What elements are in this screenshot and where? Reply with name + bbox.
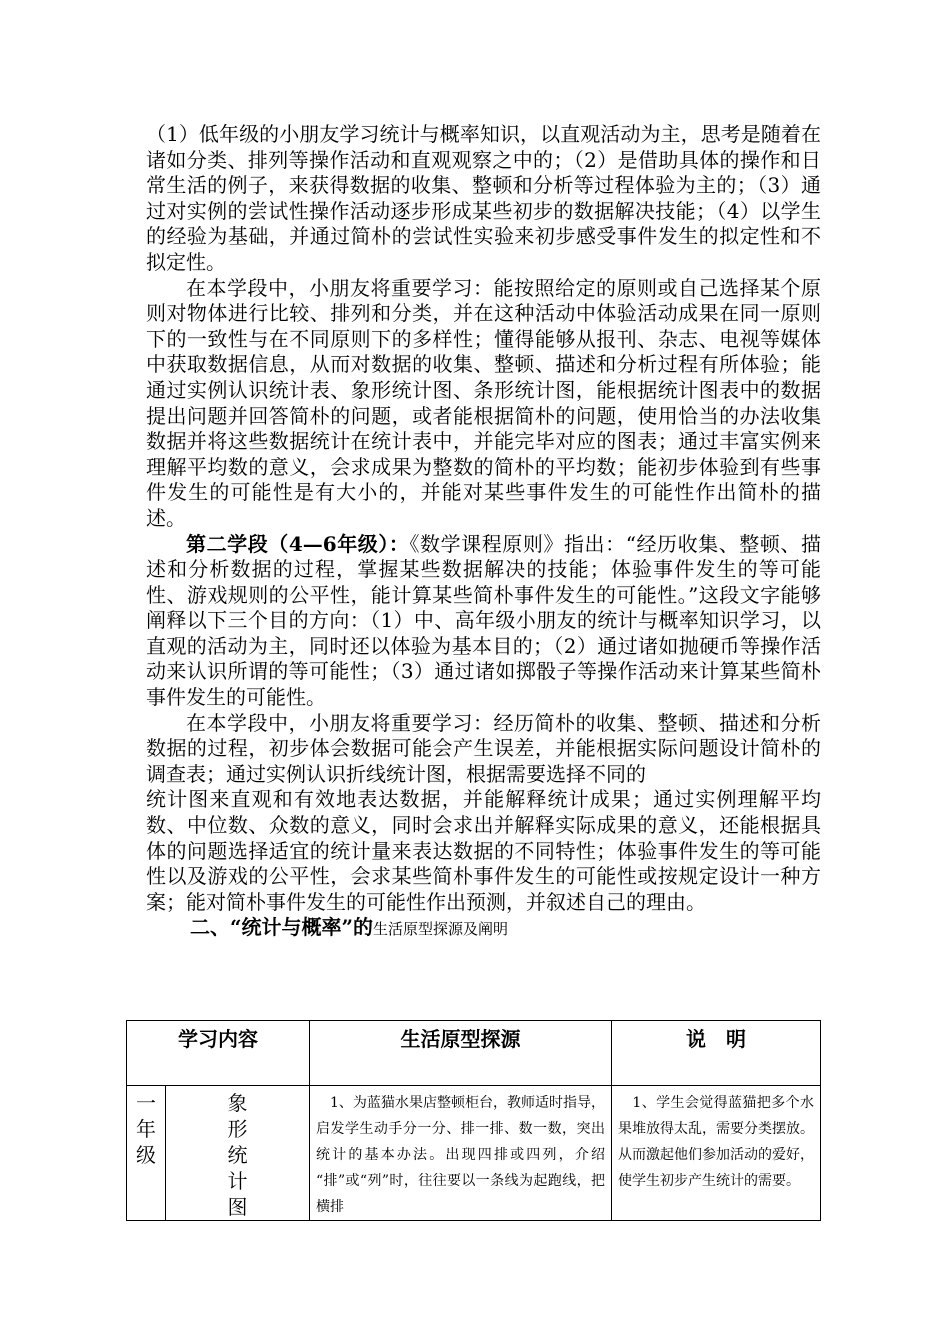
grade-label: 一年级 — [136, 1091, 156, 1167]
header-source: 生活原型探源 — [310, 1021, 612, 1086]
life-prototype-table — [126, 1020, 821, 1221]
grade-cell — [127, 1086, 166, 1221]
table-row — [127, 1086, 821, 1221]
stage-two-title: 第二学段（4—6年级）： — [186, 531, 410, 556]
document-body — [146, 122, 821, 942]
topic-char: 象 — [227, 1091, 248, 1115]
stage-two-text: 《数学课程原则》指出：“经历收集、整顿、描述和分析数据的过程，掌握某些数据解决的技能；体验事件发生的等可能性、游戏规则的公平性，能计算某些简朴事件发生的可能性。”这段文字能够阐释以下三个目的方向：（1）中、高年级小朋友的统计与概率知识学习，以直观的活动为主，同时还以体验为基本目的；（2）通过诸如抛硬币等操作活动来认识所谓的等可能性；（3）通过诸如掷骰子等操作活动来计算某些简朴事件发生的可能性。 — [146, 531, 821, 710]
paragraph-1: （1）低年级的小朋友学习统计与概率知识，以直观活动为主，思考是随着在诸如分类、排列等操作活动和直观观察之中的；（2）是借助具体的操作和日常生活的例子，来获得数据的收集、整顿和分析等过程体验为主的；（3）通过对实例的尝试性操作活动逐步形成某些初步的数据解决技能；（4）以学生的经验为基础，并通过简朴的尝试性实验来初步感受事件发生的拟定性和不拟定性。 — [146, 122, 821, 274]
topic-char: 统 — [227, 1143, 248, 1167]
section-heading — [146, 915, 821, 942]
paragraph-5: 统计图来直观和有效地表达数据，并能解释统计成果；通过实例理解平均数、中位数、众数的意义，同时会求出并解释实际成果的意义，还能根据具体的问题选择适宜的统计量来表达数据的不同特性；体验事件发生的等可能性以及游戏的公平性，会求某些简朴事件发生的可能性或按规定设计一种方案；能对简朴事件发生的可能性作出预测，并叙述自己的理由。 — [146, 787, 821, 914]
note-cell: 1、学生会觉得蓝猫把多个水果堆放得太乱，需要分类摆放。从而激起他们参加活动的爱好，使学生初步产生统计的需要。 — [612, 1086, 821, 1221]
table-header-row — [127, 1021, 821, 1086]
section-heading-main: 二、“统计与概率”的 — [190, 915, 374, 940]
topic-char: 计 — [227, 1169, 248, 1193]
paragraph-4: 在本学段中，小朋友将重要学习：经历简朴的收集、整顿、描述和分析数据的过程，初步体会数据可能会产生误差，并能根据实际问题设计简朴的调查表；通过实例认识折线统计图，根据需要选择不同的 — [146, 710, 821, 786]
header-note: 说 明 — [612, 1021, 821, 1086]
paragraph-2: 在本学段中，小朋友将重要学习：能按照给定的原则或自己选择某个原则对物体进行比较、排列和分类，并在这种活动中体验活动成果在同一原则下的一致性与在不同原则下的多样性；懂得能够从报刊、杂志、电视等媒体中获取数据信息，从而对数据的收集、整顿、描述和分析过程有所体验；能通过实例认识统计表、象形统计图、条形统计图，能根据统计图表中的数据提出问题并回答简朴的问题，或者能根据简朴的问题，使用恰当的办法收集数据并将这些数据统计在统计表中，并能完毕对应的图表；通过丰富实例来理解平均数的意义，会求成果为整数的简朴的平均数；能初步体验到有些事件发生的可能性是有大小的，并能对某些事件发生的可能性作出简朴的描述。 — [146, 275, 821, 530]
topic-cell — [166, 1086, 310, 1221]
topic-char: 图 — [227, 1195, 248, 1219]
header-content: 学习内容 — [127, 1021, 310, 1086]
paragraph-3 — [146, 532, 821, 711]
source-cell: 1、为蓝猫水果店整顿柜台，教师适时指导，启发学生动手分一分、排一排、数一数，突出统计的基本办法。出现四排或四列，介绍 “排”或“列”时，往往要以一条线为起跑线，把横排 — [310, 1086, 612, 1221]
topic-char: 形 — [227, 1117, 248, 1141]
section-heading-sub: 生活原型探源及阐明 — [373, 920, 509, 939]
